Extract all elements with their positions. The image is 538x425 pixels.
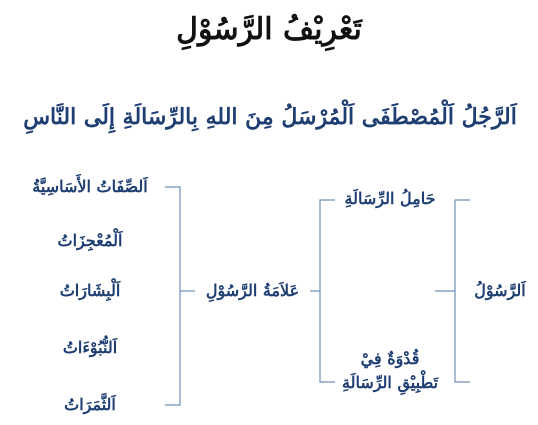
page-title: تَعْرِيْفُ الرَّسُوْلِ (176, 12, 362, 47)
node-role-model-line2: تَطْبِيْقِ الرِّسَالَةِ (341, 373, 439, 392)
sign-item-miracles: اَلْمُعْجِزَاتُ (57, 231, 123, 250)
middle-bracket (320, 200, 335, 382)
root-bracket (455, 200, 470, 382)
node-carrier: حَامِلُ الرِّسَالَةِ (344, 189, 436, 208)
node-role-model-line1: قُدْوَةٌ فِيْ (360, 349, 420, 368)
definition-text: اَلرَّجُلُ اَلْمُصْطَفَى اَلْمُرْسَلُ مِنَ اللهِ بِالرِّسَالَةِ إِلَى النَّاسِ (23, 104, 517, 130)
signs-bracket (165, 187, 180, 405)
node-signs: عَلاَمَةُ الرَّسُوْلِ (205, 281, 300, 300)
sign-item-basic-traits: اَلصِّفَاتُ الأَسَاسِيَّةُ (32, 177, 148, 196)
sign-item-fruits: اَلثَّمَرَاتُ (64, 395, 116, 414)
sign-item-prophecies: اَلنُّبُوْءَاتُ (62, 338, 118, 357)
node-root: اَلرَّسُوْلُ (474, 281, 526, 300)
sign-item-glad-tidings: اَلْبِشَارَاتُ (59, 281, 121, 300)
